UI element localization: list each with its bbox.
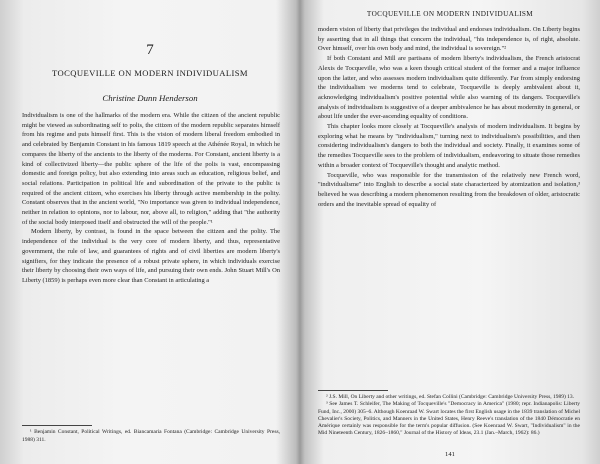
left-body-text [22,111,280,286]
chapter-author: Christine Dunn Henderson [102,93,198,103]
footnote: ¹ Benjamin Constant, Political Writings, ed. Biancamaria Fontana (Cambridge: Cambridge University Press, 1988) 311. [22,429,280,443]
chapter-number: 7 [146,42,154,58]
paragraph: modern vision of liberty that privileges the individual and endorses individualism. On Liberty begins by asserting that in all things that concern the individual, "his independence is, of right, absolute. Over himself, over his own body and mind, the individual is sovereign."² [318,26,580,53]
paragraph: Tocqueville, who was responsible for the transmission of the relatively new French word, "individualisme" into English to describe a social state characterized by atomization and isolation,³ believed he was describing a modern phenomenon resulting from the breakdown of older, aristocratic orders and the inevitable spread of equality of [318,171,580,208]
footnote-rule [22,425,92,426]
footnote-rule [318,390,388,391]
paragraph: If both Constant and Mill are partisans of modern liberty's individualism, the French aristocrat Alexis de Tocqueville, who was a keen though critical student of the former and a major influence upon the latter, and who assesses modern individualism quite differently. Far from simply endorsing the individualism we moderns tend to celebrate, Tocqueville is deeply ambivalent about it, acknowledging individualism's positive potential while also warning of its dangers. Tocqueville's analysis of individualism is suggestive of a deeper ambivalence he has about modernity in general, or about life under the ever-ascending equality of conditions. [318,55,580,121]
footnote: ² J.S. Mill, On Liberty and other writings, ed. Stefan Collini (Cambridge: Cambridge University Press, 1989) 13. [326,394,575,400]
page-number: 141 [445,451,455,458]
paragraph: This chapter looks more closely at Tocqueville's analysis of modern individualism. It begins by exploring what he means by "individualism," turning next to individualism's possibilities, and then considering individualism's dangers to both the individual and society. Finally, it examines some of the remedies Tocqueville sees to the problem of individualism, endeavoring to situate those remedies within a broader context of Tocqueville's thought and analytic method. [318,123,580,169]
paragraph: Individualism is one of the hallmarks of the modern era. While the citizen of the ancient republic might be viewed as subordinating self to polis, the citizen of the modern republic separates himself from his regime and puts himself first. This is the vision of modern liberal freedom embodied in and celebrated by Benjamin Constant in his famous 1819 speech at the Athénée Royal, in which he compares the liberty of the ancients to the liberty of the moderns. For Constant, ancient liberty is a kind of collectivized liberty—the public sphere of the life of the polis is vast, encompassing domestic and foreign policy, but also extending into areas such as education, religious belief, and social relations. Participation in political life and subordination of the private to the public is required of the ancient citizen, who exercises his liberty through active membership in the polity. Constant observes that in the ancient world, "No importance was given to individual independence, neither in relation to opinions, nor to labour, nor, above all, to religion," adding that "the authority of the social body interposed itself and obstructed the will of the people."¹ [22,112,280,226]
running-head: TOCQUEVILLE ON MODERN INDIVIDUALISM [366,10,534,18]
footnote: ³ See James T. Schleifer, The Making of Tocqueville's "Democracy in America" (1980; repr. Indianapolis: Liberty Fund, Inc., 2000) 305–6. Although Koenraad W. Swart locates the first English usage in the 1839 translation of Michel Chevalier's Society, Politics, and Manners in the United States, Henry Reeve's translation of the 1840 Démocratie en Amérique certainly was responsible for the term's popular diffusion. (See Koenraad W. Swart, "Individualism" in the Mid Nineteenth Century, 1826–1860," Journal of the History of Ideas, 23.1 (Jan.–March, 1962): 86.) [318,401,580,437]
right-footnotes [318,394,580,438]
paragraph: Modern liberty, by contrast, is found in the space between the citizen and the polity. The independence of the individual is the very core of modern liberty, and thus, representative government, the rule of law, and guarantees of rights and of civil liberties are modern liberty's signifiers, for they indicate the presence of a robust private sphere, in which individuals exercise their liberty by choosing their own ways of life, and pursuing their own ends. John Stuart Mill's On Liberty (1859) is perhaps even more clear than Constant in articulating a [22,228,280,284]
left-footnotes [22,429,280,444]
chapter-title: TOCQUEVILLE ON MODERN INDIVIDUALISM [52,68,248,78]
right-body-text [318,25,580,209]
right-page [300,0,600,464]
